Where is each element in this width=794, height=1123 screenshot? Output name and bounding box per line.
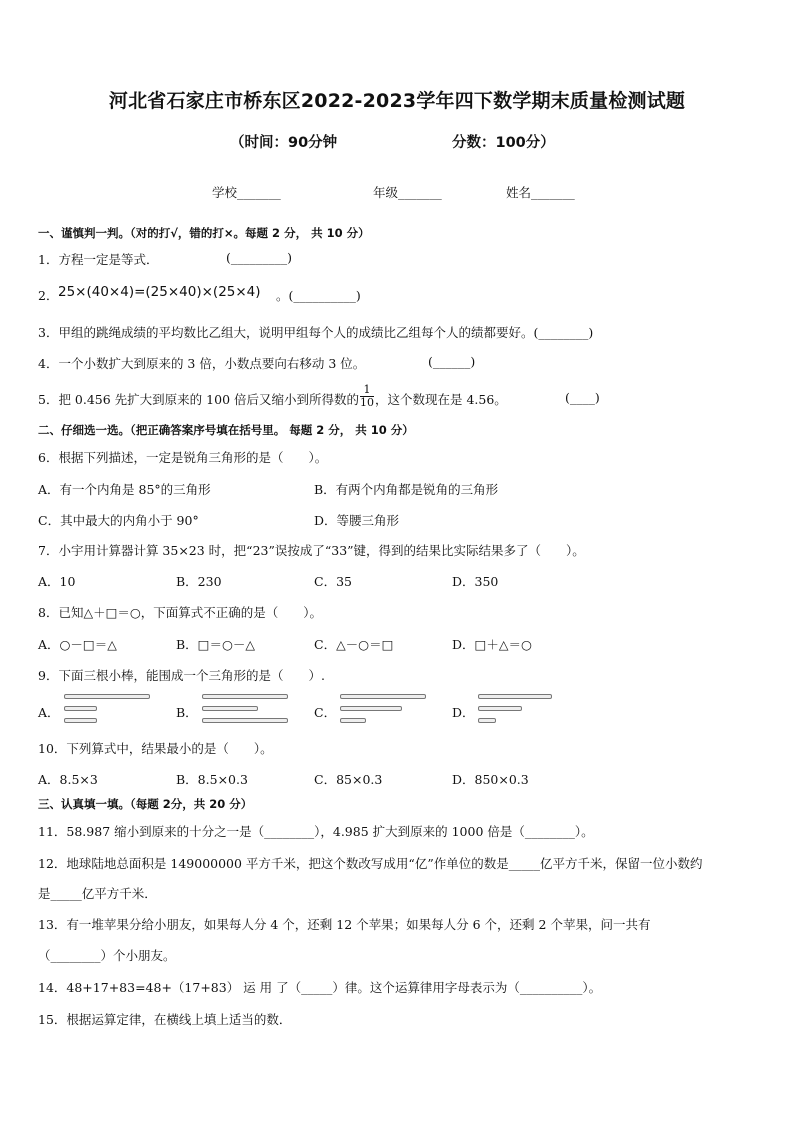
question-4: 4．一个小数扩大到原来的 3 倍，小数点要向右移动 3 位。 <box>38 356 366 371</box>
question-3: 3．甲组的跳绳成绩的平均数比乙组大，说明甲组每个人的成绩比乙组每个人的绩都要好。(________) <box>38 325 594 340</box>
question-9: 9．下面三根小棒，能围成一个三角形的是（ ）. <box>38 668 325 683</box>
question-5-blank: (____) <box>565 390 600 405</box>
school-field: 学校_______ <box>212 185 281 200</box>
question-5-text-end: ，这个数现在是 4.56。 <box>375 392 507 407</box>
question-9-option-a: A． <box>38 705 60 720</box>
question-6-option-d: D．等腰三角形 <box>314 513 400 528</box>
section1-heading: 一、谨慎判一判。（对的打√，错的打×。每题 2 分， 共 10 分） <box>38 226 370 240</box>
exam-time: （时间：90分钟 <box>230 135 338 151</box>
question-8-option-d: D．□＋△＝○ <box>452 637 532 652</box>
question-12-line2: 是_____亿平方千米． <box>38 886 157 901</box>
stick-a3 <box>64 718 97 723</box>
section2-heading: 二、仔细选一选。（把正确答案序号填在括号里。 每题 2 分， 共 10 分） <box>38 423 414 437</box>
question-8-option-c: C．△－○＝□ <box>314 637 394 652</box>
question-13-line1: 13．有一堆苹果分给小朋友，如果每人分 4 个，还剩 12 个苹果；如果每人分 6 个，还剩 2 个苹果，问一共有 <box>38 917 651 932</box>
question-10: 10．下列算式中，结果最小的是（ ）。 <box>38 741 273 756</box>
question-13-line2: （________）个小朋友。 <box>38 948 176 963</box>
stick-c2 <box>340 706 402 711</box>
question-7: 7．小宇用计算器计算 35×23 时，把“23”误按成了“33”键，得到的结果比实际结果多了（ ）。 <box>38 543 585 558</box>
question-1: 1．方程一定是等式． <box>38 252 159 267</box>
question-7-option-a: A．10 <box>38 574 76 589</box>
name-field: 姓名_______ <box>506 185 575 200</box>
question-7-option-b: B．230 <box>176 574 222 589</box>
question-2-blank: 。(__________) <box>276 288 361 303</box>
grade-field: 年级_______ <box>373 185 442 200</box>
stick-d3 <box>478 718 496 723</box>
question-7-option-c: C．35 <box>314 574 352 589</box>
stick-c3 <box>340 718 366 723</box>
question-5-text: 5．把 0.456 先扩大到原来的 100 倍后又缩小到所得数的 <box>38 392 359 407</box>
question-8-option-b: B．□＝○－△ <box>176 637 256 652</box>
fraction-denominator: 10 <box>360 396 374 409</box>
stick-b2 <box>202 706 258 711</box>
question-2-expression: 25×(40×4)=(25×40)×(25×4) <box>58 284 261 300</box>
question-9-option-c: C． <box>314 705 337 720</box>
stick-b1 <box>202 694 288 699</box>
question-6-option-c: C．其中最大的内角小于 90° <box>38 513 199 528</box>
question-2-number: 2． <box>38 288 59 303</box>
question-6-option-b: B．有两个内角都是锐角的三角形 <box>314 482 499 497</box>
question-8-option-a: A．○－□＝△ <box>38 637 117 652</box>
question-6-option-a: A．有一个内角是 85°的三角形 <box>38 482 211 497</box>
question-5 <box>38 383 507 409</box>
stick-b3 <box>202 718 288 723</box>
question-9-option-d: D． <box>452 705 475 720</box>
question-4-blank: (______) <box>428 354 476 369</box>
question-1-blank: (_________) <box>226 250 293 265</box>
question-9-option-b: B． <box>176 705 198 720</box>
stick-d2 <box>478 706 522 711</box>
question-10-option-d: D．850×0.3 <box>452 772 529 787</box>
stick-a2 <box>64 706 97 711</box>
fraction-numerator: 1 <box>360 384 374 397</box>
question-10-option-c: C．85×0.3 <box>314 772 383 787</box>
stick-a1 <box>64 694 150 699</box>
question-7-option-d: D．350 <box>452 574 499 589</box>
page-title: 河北省石家庄市桥东区2022-2023学年四下数学期末质量检测试题 <box>108 90 686 112</box>
question-11: 11．58.987 缩小到原来的十分之一是（________），4.985 扩大到原来的 1000 倍是（________）。 <box>38 824 594 839</box>
stick-d1 <box>478 694 552 699</box>
section3-heading: 三、认真填一填。（每题 2分，共 20 分） <box>38 797 253 811</box>
question-12-line1: 12．地球陆地总面积是 149000000 平方千米，把这个数改写成用“亿”作单位的数是_____亿平方千米，保留一位小数约 <box>38 856 703 871</box>
question-15: 15．根据运算定律，在横线上填上适当的数． <box>38 1012 292 1027</box>
exam-score: 分数：100分） <box>452 135 555 151</box>
question-8: 8．已知△＋□＝○，下面算式不正确的是（ ）。 <box>38 605 323 620</box>
question-10-option-a: A．8.5×3 <box>38 772 98 787</box>
question-14: 14．48+17+83=48+（17+83） 运 用 了（_____）律。这个运算律用字母表示为（__________）。 <box>38 980 602 995</box>
question-10-option-b: B．8.5×0.3 <box>176 772 248 787</box>
question-6: 6．根据下列描述，一定是锐角三角形的是（ ）。 <box>38 450 328 465</box>
stick-c1 <box>340 694 426 699</box>
fraction-one-tenth <box>360 384 374 409</box>
